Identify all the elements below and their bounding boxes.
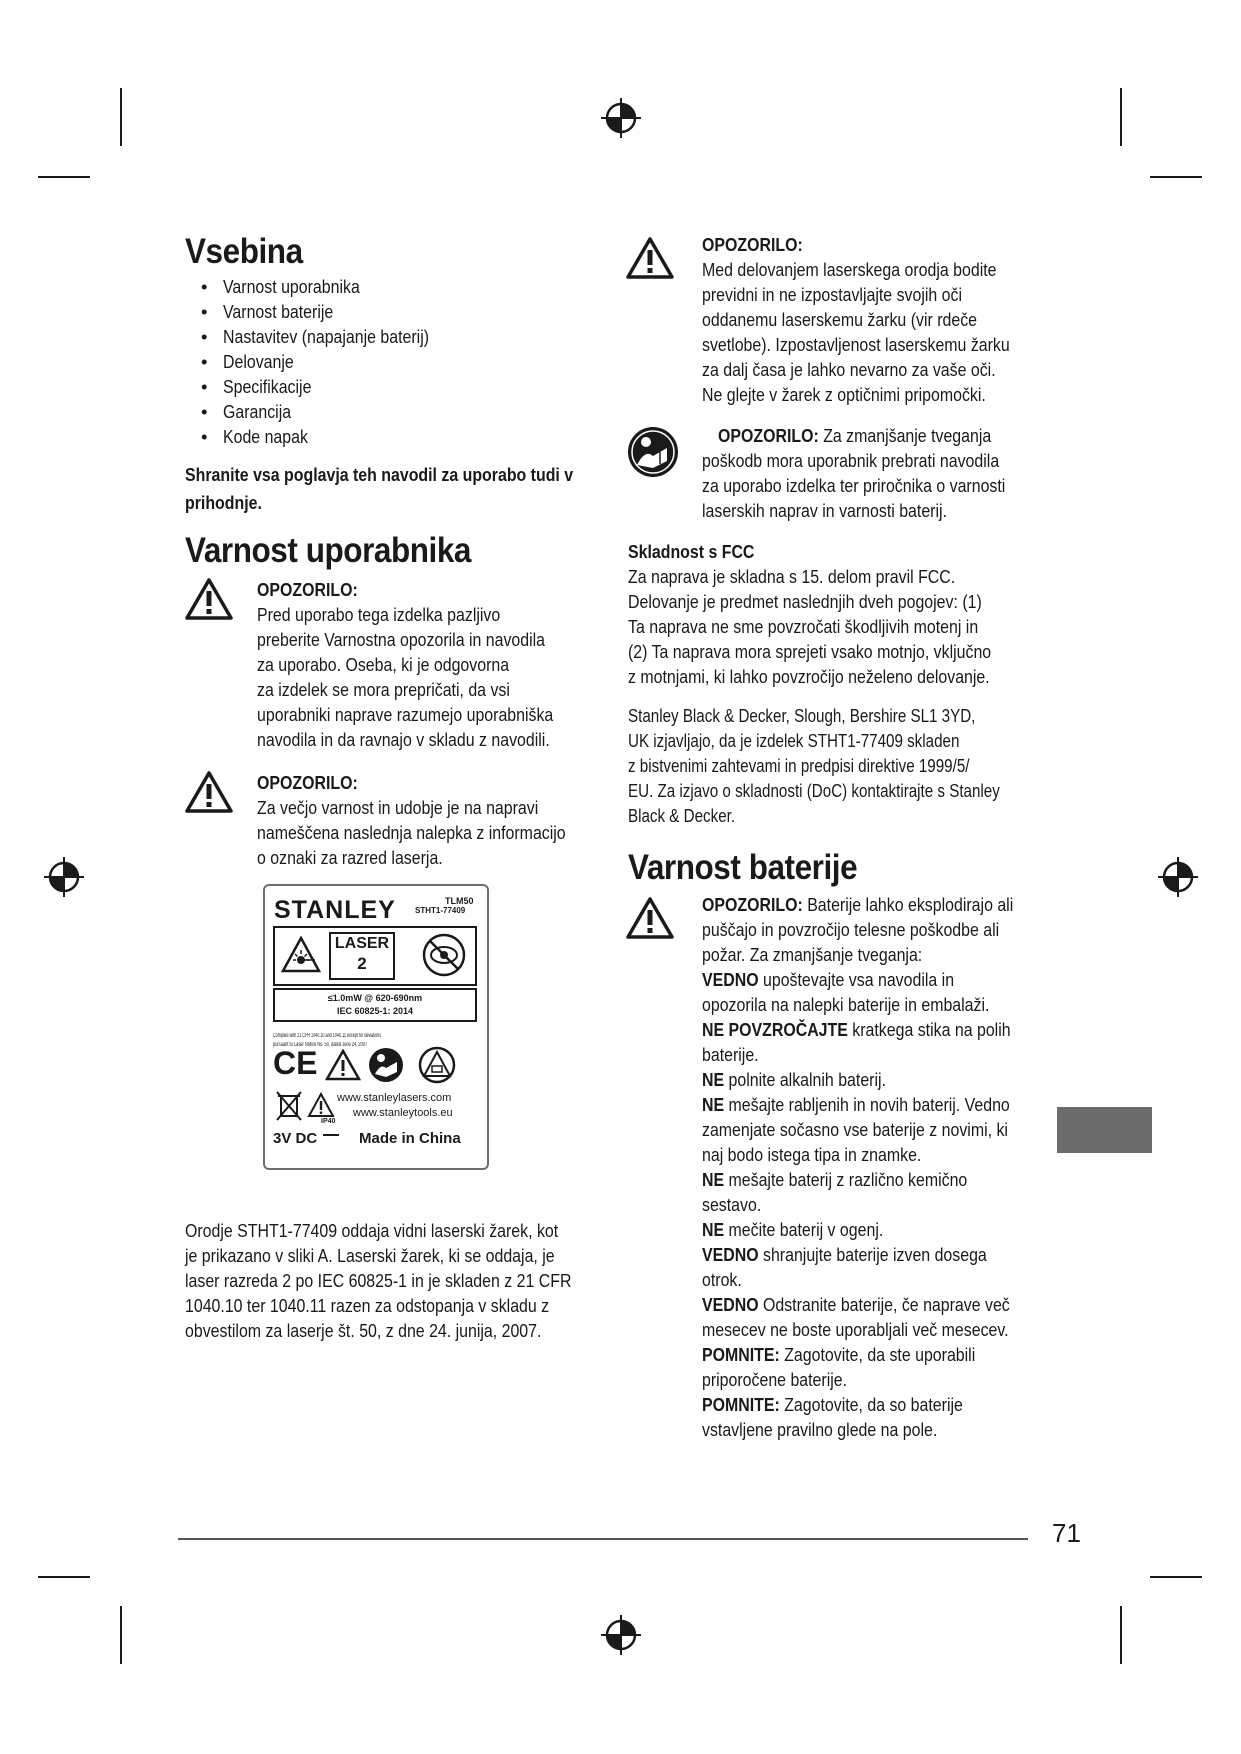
user-warning-2 [185,770,615,870]
label-compliance-line-1: Complies with 21 CFR 1040.10 and 1040.11 except for deviations [273,1033,382,1039]
toc-item: • Varnost uporabnika [201,274,615,299]
right-column [628,232,1062,1442]
laser-word: LASER [334,935,390,952]
toc-item: • Garancija [201,399,615,424]
label-voltage: 3V DC [273,1130,339,1147]
laser-spec-power: ≤1.0mW @ 620-690nm [327,993,423,1003]
battery-rule: POMNITE: Zagotovite, da so baterije [702,1394,963,1415]
left-column [185,232,615,870]
label-website-2: www.stanleytools.eu [353,1107,453,1119]
label-origin: Made in China [359,1130,461,1147]
warning-triangle-icon [626,236,674,280]
doc-text: Stanley Black & Decker, Slough, Bershire SL1 3YD, UK izjavljajo, da je izdelek STHT1-77409 skladen z bistvenimi zahtevami in predpisi direktive 1999/5/ EU. Za izjavo o skladnosti (DoC) kontaktirajte s Stanley Black & Decker. [628,705,1000,826]
warning-triangle-icon [626,896,674,940]
battery-safety-title: Varnost baterije [628,848,858,887]
no-stare-eye-icon [421,932,467,978]
figure-caption: Orodje STHT1-77409 oddaja vidni laserski žarek, kot je prikazano v sliki A. Laserski žarek, ki se oddaja, je laser razreda 2 po IEC 60825-1 in je skladen z 21 CFR 1040.10 ter 1040.11 razen za odstopanja v skladu z obvestilom za laserje št. 50, z dne 24. junija, 2007. [185,1220,572,1341]
battery-rule: POMNITE: Zagotovite, da ste uporabili [702,1344,976,1365]
battery-warning-text: OPOZORILO: Baterije lahko eksplodirajo ali puščajo in povzročijo telesne poškodbe ali požar. Za zmanjšanje tveganja: VEDNO upoštevajte vsa navodila in opozorila na nalepki baterije in embalaži. NE POVZROČAJTE kratkega stika na polih baterije. NE polnite alkalnih baterij. NE mešajte rabljenih in novih baterij. Vedno zamenjate sočasno vse baterije z novimi, ki naj bodo istega tipa in znamke. NE mešajte baterij z različno kemično sestavo. NE mečite baterij v ogenj. VEDNO shranjujte baterije izven dosega otrok. VEDNO Odstranite baterije, če naprave več mesecev ne boste uporabljali več mesecev. POMNITE: Zagotovite, da ste uporabili priporočene baterije. POMNITE: Zagotovite, da so baterije vstavljene pravilno glede na pole. [702,892,1062,1442]
crop-mark-top-left-horizontal [38,176,90,178]
fcc-title: Skladnost s FCC [628,541,755,562]
battery-rule: puščajo in povzročijo telesne poškodbe ali [702,919,1000,940]
battery-rule: NE polnite alkalnih baterij. [702,1069,886,1090]
read-manual-icon [626,425,680,479]
user-warning-1 [185,577,615,752]
registration-mark-left-icon [43,856,85,898]
toc-item: • Specifikacije [201,374,615,399]
warning-label: OPOZORILO: [702,234,803,255]
label-model-top: TLM50 [445,896,474,906]
ce-mark: CE [273,1045,318,1081]
registration-mark-top-icon [600,97,642,139]
battery-rule: NE POVZROČAJTE kratkega stika na polih [702,1019,1011,1040]
laser-spec-standard: IEC 60825-1: 2014 [336,1006,414,1016]
battery-rule: zamenjate sočasno vse baterije z novimi, ki [702,1119,1008,1140]
laser-class-number: 2 [357,954,367,973]
laser-spec-box [273,988,477,1022]
crop-mark-bottom-left-vertical [120,1606,122,1664]
battery-rule: VEDNO upoštevajte vsa navodila in [702,969,955,990]
label-model-bottom: STHT1-77409 [415,906,466,915]
crop-mark-top-right-horizontal [1150,176,1202,178]
toc-item: • Delovanje [201,349,615,374]
toc-item: • Varnost baterije [201,299,615,324]
read-manual-icon [367,1046,405,1084]
laser-class-label [263,884,489,1170]
warning-text: OPOZORILO: Za zmanjšanje tveganja poškodb mora uporabnik prebrati navodila za uporabo izdelka ter priročnika o varnosti laserskih naprav in varnosti baterij. [702,425,1006,521]
crop-mark-top-right-vertical [1120,88,1122,146]
crop-mark-top-left-vertical [120,88,122,146]
battery-warning-icon [417,1046,457,1084]
battery-rule: VEDNO Odstranite baterije, če naprave več [702,1294,1010,1315]
toc-title: Vsebina [185,232,303,271]
warning-text: Pred uporabo tega izdelka pazljivo preberite Varnostna opozorila in navodila za uporabo. Oseba, ki je odgovorna za izdelek se mora prepričati, da vsi uporabniki naprave razumejo uporabniška navodila in da ravnajo v skladu z navodili. [257,604,554,750]
crop-mark-bottom-right-horizontal [1150,1576,1202,1578]
battery-rule: VEDNO shranjujte baterije izven dosega [702,1244,987,1265]
toc-item: • Kode napak [201,424,615,449]
battery-rule: vstavljene pravilno glede na pole. [702,1419,938,1440]
crop-mark-bottom-left-horizontal [38,1576,90,1578]
warning-text: Za večjo varnost in udobje je na napravi nameščena naslednja nalepka z informacijo o oznaki za razred laserja. [257,797,566,868]
battery-rule: priporočene baterije. [702,1369,848,1390]
warning-triangle-icon [185,577,233,621]
laser-class-box [273,926,477,986]
warning-label: OPOZORILO: [257,772,358,793]
battery-rule: sestavo. [702,1194,762,1215]
battery-rule: NE mešajte baterij z različno kemično [702,1169,968,1190]
warning-text: Med delovanjem laserskega orodja bodite previdni in ne izpostavljajte svojih oči oddanemu laserskemu žarku (vir rdeče svetlobe). Izpostavljenost laserskemu žarku za dalj časa je lahko nevarno za vaše oči. Ne glejte v žarek z optičnimi pripomočki. [702,259,1010,405]
weee-bin-icon [275,1090,303,1124]
warning-label: OPOZORILO: [257,579,358,600]
crop-mark-bottom-right-vertical [1120,1606,1122,1664]
laser-class-inner [329,932,395,980]
label-website-1: www.stanleylasers.com [337,1092,452,1104]
registration-mark-bottom-icon [600,1614,642,1656]
label-brand: STANLEY [274,896,396,924]
laser-hazard-icon [281,936,321,974]
manual-warning [626,423,1062,523]
label-compliance-line-2: pursuant to Laser Notice No. 50, dated June 24, 2007 [273,1042,368,1048]
laser-warning [626,232,1062,407]
warning-small-icon [325,1049,361,1081]
language-thumb-tab [1057,1107,1152,1153]
warning-triangle-icon [185,770,233,814]
page-number: 71 [1052,1518,1081,1548]
battery-rule: NE mečite baterij v ogenj. [702,1219,884,1240]
footer-rule [178,1538,1028,1540]
battery-rule: naj bodo istega tipa in znamke. [702,1144,922,1165]
battery-warning [626,892,1062,1442]
user-safety-title: Varnost uporabnika [185,531,471,570]
battery-rule: mesecev ne boste uporabljali več mesecev. [702,1319,1009,1340]
battery-rule: otrok. [702,1269,742,1290]
battery-rule: NE mešajte rabljenih in novih baterij. Vedno [702,1094,1010,1115]
battery-rule: požar. Za zmanjšanje tveganja: [702,944,923,965]
dc-symbol-icon [323,1134,339,1144]
battery-rule: opozorila na nalepki baterije in embalaži. [702,994,990,1015]
battery-rule: baterije. [702,1044,759,1065]
registration-mark-right-icon [1157,856,1199,898]
toc-list [201,274,615,449]
fcc-text: Za naprava je skladna s 15. delom pravil FCC. Delovanje je predmet naslednjih dveh pogojev: (1) Ta naprava ne sme povzročati škodljivih motenj in (2) Ta naprava mora sprejeti vsako motnjo, vključno z motnjami, ki lahko povzročijo neželeno delovanje. [628,566,992,687]
toc-note: Shranite vsa poglavja teh navodil za uporabo tudi v prihodnje. [185,464,574,513]
toc-item: • Nastavitev (napajanje baterij) [201,324,615,349]
caution-small-icon [307,1092,335,1118]
label-ip-rating: IP40 [321,1118,336,1125]
